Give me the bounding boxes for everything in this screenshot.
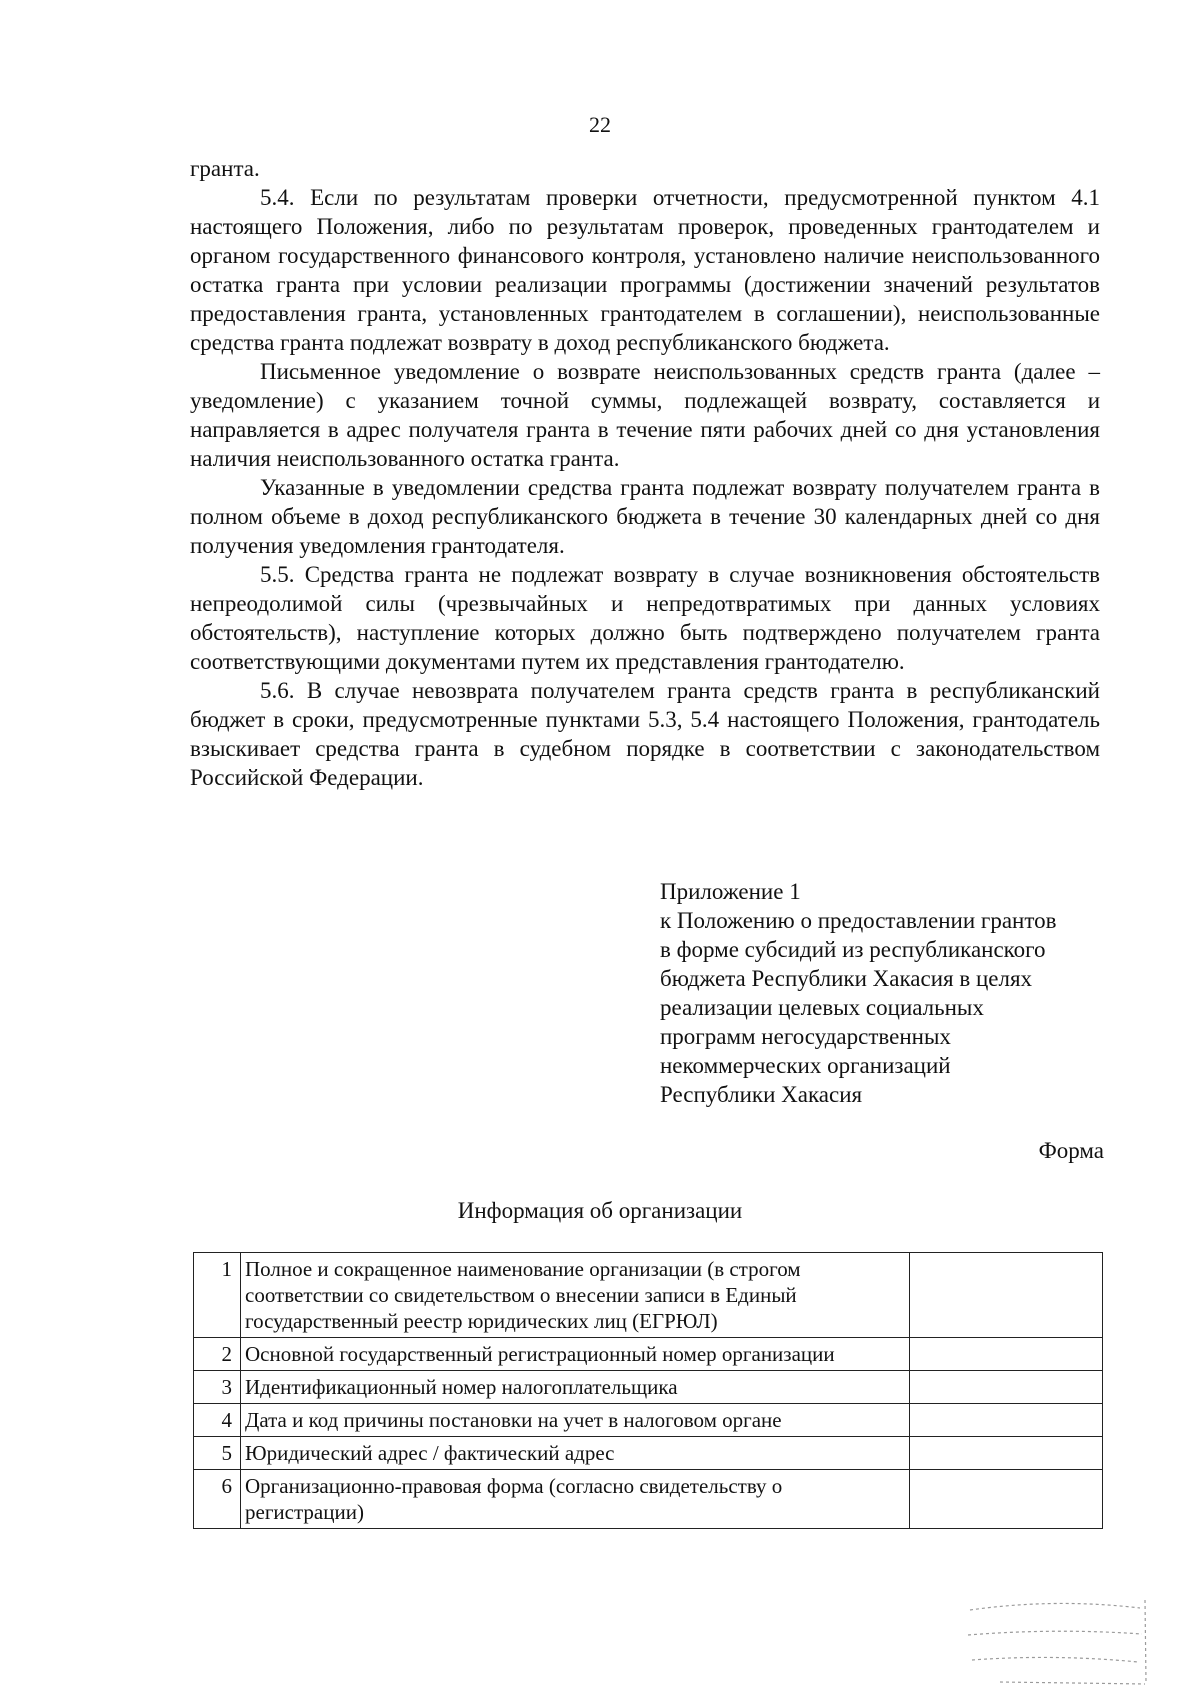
- row-number: 5: [194, 1437, 241, 1470]
- row-number: 1: [194, 1253, 241, 1338]
- annex-line: в форме субсидий из республиканского: [660, 937, 1046, 962]
- row-label: Юридический адрес / фактический адрес: [241, 1437, 910, 1470]
- annex-line: Республики Хакасия: [660, 1082, 863, 1107]
- row-value-cell: [910, 1253, 1103, 1338]
- paragraph-5-4: 5.4. Если по результатам проверки отчетности, предусмотренной пунктом 4.1 настоящего Положения, либо по результатам проверок, проведенных грантодателем и органом государственного финансового контроля, установлено наличие неиспользованного остатка гранта при условии реализации программы (достижении значений результатов предоставления гранта, установленных грантодателем в соглашении), неиспользованные средства гранта подлежат возврату в доход республиканского бюджета.: [190, 185, 1100, 355]
- organization-info-table: [193, 1252, 1103, 1529]
- row-value-cell: [910, 1371, 1103, 1404]
- row-label: Идентификационный номер налогоплательщика: [241, 1371, 910, 1404]
- row-label: Организационно-правовая форма (согласно свидетельству о регистрации): [241, 1470, 910, 1529]
- row-value-cell: [910, 1338, 1103, 1371]
- row-number: 4: [194, 1404, 241, 1437]
- paragraph-5-5: 5.5. Средства гранта не подлежат возврату в случае возникновения обстоятельств непреодолимой силы (чрезвычайных и непредотвратимых при данных условиях обстоятельств), наступление которых должно быть подтверждено получателем гранта соответствующими документами путем их представления грантодателю.: [190, 562, 1100, 674]
- annex-heading: [660, 877, 1110, 1109]
- row-label: Полное и сокращенное наименование организации (в строгом соответствии со свидетельством о внесении записи в Единый государственный реестр юридических лиц (ЕГРЮЛ): [241, 1253, 910, 1338]
- row-value-cell: [910, 1470, 1103, 1529]
- table-row: [194, 1371, 1103, 1404]
- form-label: Форма: [1038, 1138, 1104, 1163]
- row-number: 3: [194, 1371, 241, 1404]
- paragraph-notification: Письменное уведомление о возврате неиспользованных средств гранта (далее – уведомление) с указанием точной суммы, подлежащей возврату, составляется и направляется в адрес получателя гранта в течение пяти рабочих дней со дня установления наличия неиспользованного остатка гранта.: [190, 359, 1100, 471]
- table-row: [194, 1437, 1103, 1470]
- row-value-cell: [910, 1437, 1103, 1470]
- annex-line: бюджета Республики Хакасия в целях: [660, 966, 1033, 991]
- table-row: [194, 1338, 1103, 1371]
- body-text: [190, 154, 1100, 792]
- table-title: Информация об организации: [457, 1198, 743, 1223]
- paragraph-return-term: Указанные в уведомлении средства гранта подлежат возврату получателем гранта в полном объеме в доход республиканского бюджета в течение 30 календарных дней со дня получения уведомления грантодателя.: [190, 475, 1100, 558]
- table-row: [194, 1253, 1103, 1338]
- annex-line: к Положению о предоставлении грантов: [660, 908, 1057, 933]
- table-row: [194, 1470, 1103, 1529]
- row-label: Дата и код причины постановки на учет в налоговом органе: [241, 1404, 910, 1437]
- row-label: Основной государственный регистрационный номер организации: [241, 1338, 910, 1371]
- paragraph-5-6: 5.6. В случае невозврата получателем гранта средств гранта в республиканский бюджет в сроки, предусмотренные пунктами 5.3, 5.4 настоящего Положения, грантодатель взыскивает средства гранта в судебном порядке в соответствии с законодательством Российской Федерации.: [190, 678, 1100, 790]
- page-number: 22: [589, 112, 611, 137]
- annex-line: программ негосударственных: [660, 1024, 951, 1049]
- annex-line: реализации целевых социальных: [660, 995, 984, 1020]
- annex-line: некоммерческих организаций: [660, 1053, 951, 1078]
- paragraph-continuation: гранта.: [190, 156, 260, 181]
- table-row: [194, 1404, 1103, 1437]
- annex-line: Приложение 1: [660, 879, 801, 904]
- faded-stamp-mark: [960, 1590, 1150, 1690]
- row-value-cell: [910, 1404, 1103, 1437]
- row-number: 2: [194, 1338, 241, 1371]
- row-number: 6: [194, 1470, 241, 1529]
